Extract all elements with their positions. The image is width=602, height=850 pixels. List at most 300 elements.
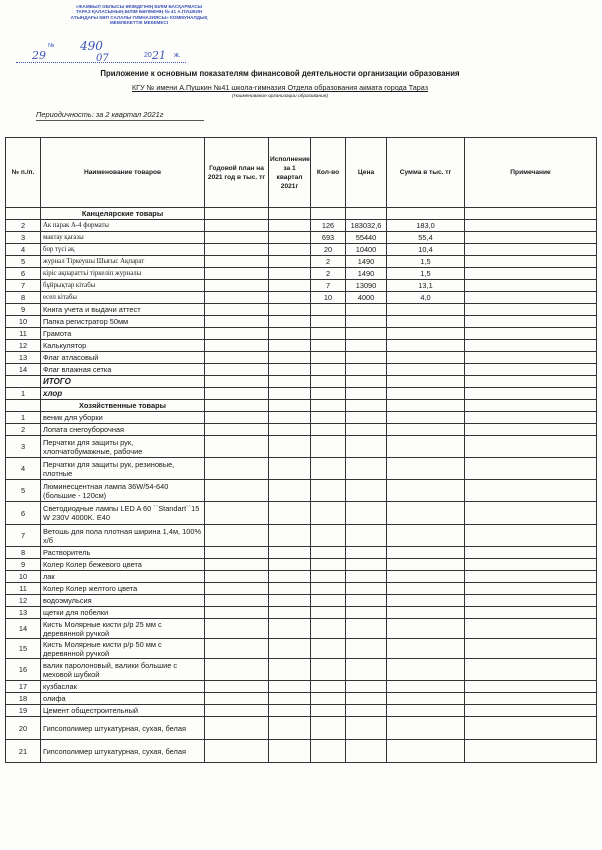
table-row: [6, 693, 597, 705]
table-cell: [311, 502, 346, 525]
plan-cell: [205, 364, 269, 376]
section-title-office: Канцелярские товары: [41, 208, 205, 220]
table-cell: [311, 436, 346, 458]
qty-cell: [311, 352, 346, 364]
exec-cell: [269, 340, 311, 352]
table-cell: [311, 681, 346, 693]
table-row: [6, 458, 597, 480]
table-cell: [205, 717, 269, 740]
row-number: 6: [6, 502, 41, 525]
section-row-household: [6, 400, 597, 412]
table-cell: [387, 480, 465, 502]
table-cell: [269, 458, 311, 480]
plan-cell: [205, 268, 269, 280]
sum-cell: [387, 364, 465, 376]
exec-cell: [269, 364, 311, 376]
sum-cell: [387, 352, 465, 364]
item-name: Растворитель: [41, 547, 205, 559]
table-cell: [346, 400, 387, 412]
row-number: 7: [6, 280, 41, 292]
table-cell: [205, 740, 269, 763]
table-cell: [205, 619, 269, 639]
table-cell: [346, 436, 387, 458]
plan-cell: [205, 328, 269, 340]
price-cell: 1490: [346, 268, 387, 280]
total-label: ИТОГО: [41, 376, 205, 388]
table-row: [6, 316, 597, 328]
qty-cell: 7: [311, 280, 346, 292]
table-cell: [269, 208, 311, 220]
row-number: 20: [6, 717, 41, 740]
exec-cell: [269, 268, 311, 280]
table-cell: [205, 424, 269, 436]
table-row: [6, 292, 597, 304]
stamp-line: МЕМЛЕКЕТТІК МЕКЕМЕСІ: [109, 19, 169, 25]
table-cell: [387, 525, 465, 547]
col-header-sum: Сумма в тыс. тг: [387, 138, 465, 208]
stamp-line: ТАРАЗ ҚАЛАСЫНЫҢ БІЛІМ БӨЛІМІНІҢ № 41 А.ПУШКИН: [75, 9, 203, 15]
table-cell: [311, 559, 346, 571]
table-cell: [269, 502, 311, 525]
section-row-office: [6, 208, 597, 220]
qty-cell: 20: [311, 244, 346, 256]
table-row: [6, 268, 597, 280]
item-name: Кисть Молярные кисти р/р 50 мм с деревянной ручкой: [41, 639, 205, 659]
table-cell: [387, 693, 465, 705]
table-cell: [205, 502, 269, 525]
qty-cell: [311, 364, 346, 376]
table-cell: [311, 571, 346, 583]
table-cell: [205, 412, 269, 424]
price-cell: [346, 316, 387, 328]
stamp-date: [16, 49, 186, 66]
table-cell: [346, 571, 387, 583]
table-cell: [387, 607, 465, 619]
item-name: Флаг атласовый: [41, 352, 205, 364]
table-row: [6, 547, 597, 559]
stamp-year: 21: [152, 49, 166, 62]
table-row: [6, 480, 597, 502]
row-number: 1: [6, 412, 41, 424]
item-name: Грамота: [41, 328, 205, 340]
table-row: [6, 681, 597, 693]
table-cell: [387, 571, 465, 583]
table-cell: [311, 400, 346, 412]
qty-cell: 126: [311, 220, 346, 232]
row-number: 21: [6, 740, 41, 763]
row-number: 4: [6, 458, 41, 480]
price-cell: [346, 364, 387, 376]
item-name: бұйрықтар кітабы: [41, 280, 205, 292]
row-number: 8: [6, 547, 41, 559]
table-cell: [387, 595, 465, 607]
qty-cell: 2: [311, 268, 346, 280]
table-cell: [205, 639, 269, 659]
plan-cell: [205, 340, 269, 352]
item-name: водоэмульсия: [41, 595, 205, 607]
table-cell: [205, 376, 269, 388]
exec-cell: [269, 280, 311, 292]
table-cell: [387, 639, 465, 659]
item-name: Цемент общестроительный: [41, 705, 205, 717]
row-number: 5: [6, 480, 41, 502]
table-cell: [311, 740, 346, 763]
table-cell: [465, 436, 597, 458]
col-header-price: Цена: [346, 138, 387, 208]
plan-cell: [205, 316, 269, 328]
price-cell: [346, 328, 387, 340]
sum-cell: 183,0: [387, 220, 465, 232]
goods-table: [5, 137, 597, 763]
sum-cell: [387, 340, 465, 352]
item-name: Светодиодные лампы LED A 60 ``Standart``15 W 230V 4000K. E40: [41, 502, 205, 525]
item-name: Калькулятор: [41, 340, 205, 352]
item-name: кіріс ақпараттьі тіркеліп журналы: [41, 268, 205, 280]
table-cell: [311, 619, 346, 639]
table-cell: [387, 458, 465, 480]
table-cell: [269, 400, 311, 412]
institution-stamp: [50, 4, 228, 25]
table-cell: [269, 376, 311, 388]
table-row: [6, 705, 597, 717]
item-name: Гипсополимер штукатурная, сухая, белая: [41, 740, 205, 763]
table-cell: [465, 559, 597, 571]
item-name: Люминесцентная лампа 36W/54-640 (большие - 120см): [41, 480, 205, 502]
table-cell: [465, 693, 597, 705]
item-name: лак: [41, 571, 205, 583]
table-cell: [311, 480, 346, 502]
table-cell: [346, 659, 387, 681]
table-cell: [387, 388, 465, 400]
note-cell: [465, 364, 597, 376]
table-cell: [346, 559, 387, 571]
table-row: [6, 280, 597, 292]
table-cell: [346, 607, 387, 619]
table-row: [6, 525, 597, 547]
stamp-month: 07: [96, 53, 109, 64]
exec-cell: [269, 352, 311, 364]
row-number: 1: [6, 388, 41, 400]
table-cell: [465, 740, 597, 763]
price-cell: 13090: [346, 280, 387, 292]
stamp-dotted-line: [16, 62, 186, 63]
table-cell: [387, 412, 465, 424]
table-row: [6, 502, 597, 525]
table-cell: [205, 400, 269, 412]
row-number: 10: [6, 316, 41, 328]
qty-cell: [311, 328, 346, 340]
table-cell: [346, 424, 387, 436]
table-cell: [465, 571, 597, 583]
item-name: Ак парак А-4 форматы: [41, 220, 205, 232]
plan-cell: [205, 256, 269, 268]
table-cell: [387, 436, 465, 458]
qty-cell: 693: [311, 232, 346, 244]
price-cell: [346, 352, 387, 364]
table-cell: [205, 681, 269, 693]
note-cell: [465, 280, 597, 292]
sum-cell: 1,5: [387, 256, 465, 268]
table-cell: [311, 424, 346, 436]
table-cell: [205, 525, 269, 547]
exec-cell: [269, 220, 311, 232]
table-cell: [387, 376, 465, 388]
table-cell: [205, 659, 269, 681]
table-cell: [346, 740, 387, 763]
table-cell: [387, 583, 465, 595]
sum-cell: [387, 304, 465, 316]
price-cell: 183032,6: [346, 220, 387, 232]
exec-cell: [269, 328, 311, 340]
table-cell: [346, 717, 387, 740]
item-name: веник для уборки: [41, 412, 205, 424]
qty-cell: [311, 304, 346, 316]
stamp-number-label: №: [48, 43, 55, 49]
exec-cell: [269, 304, 311, 316]
table-cell: [311, 705, 346, 717]
item-name: Книга учета и выдачи аттест: [41, 304, 205, 316]
plan-cell: [205, 304, 269, 316]
table-cell: [465, 376, 597, 388]
table-row: [6, 388, 597, 400]
table-cell: [311, 659, 346, 681]
note-cell: [465, 352, 597, 364]
sum-cell: 55,4: [387, 232, 465, 244]
table-cell: [387, 502, 465, 525]
col-header-name: Наименование товаров: [41, 138, 205, 208]
table-cell: [346, 480, 387, 502]
note-cell: [465, 292, 597, 304]
table-row: [6, 717, 597, 740]
table-cell: [269, 639, 311, 659]
col-header-no: № п./п.: [6, 138, 41, 208]
item-name: Ветошь для пола плотная ширина 1,4м, 100% х/б: [41, 525, 205, 547]
stamp-year-suffix: ж.: [174, 52, 181, 59]
plan-cell: [205, 352, 269, 364]
table-cell: [269, 571, 311, 583]
sum-cell: 10,4: [387, 244, 465, 256]
note-cell: [465, 316, 597, 328]
table-cell: [311, 525, 346, 547]
table-cell: [269, 595, 311, 607]
table-cell: [465, 639, 597, 659]
table-row: [6, 619, 597, 639]
table-cell: [346, 595, 387, 607]
plan-cell: [205, 220, 269, 232]
table-cell: [465, 583, 597, 595]
table-cell: [387, 740, 465, 763]
table-row: [6, 740, 597, 763]
table-cell: [346, 458, 387, 480]
price-cell: 1490: [346, 256, 387, 268]
note-cell: [465, 268, 597, 280]
table-cell: [465, 705, 597, 717]
item-name: Гипсополимер штукатурная, сухая, белая: [41, 717, 205, 740]
table-cell: [205, 583, 269, 595]
table-cell: [346, 583, 387, 595]
table-cell: [346, 502, 387, 525]
plan-cell: [205, 292, 269, 304]
table-row: [6, 220, 597, 232]
table-cell: [205, 607, 269, 619]
stamp-line: «ЖАМБЫЛ ОБЛЫСЫ ӘКІМДІГІНІҢ БІЛІМ БАСҚАРМАСЫ: [75, 4, 203, 9]
qty-cell: 10: [311, 292, 346, 304]
table-cell: [311, 639, 346, 659]
table-cell: [465, 681, 597, 693]
table-cell: [465, 547, 597, 559]
row-number: 12: [6, 595, 41, 607]
table-row: [6, 232, 597, 244]
table-cell: [205, 480, 269, 502]
price-cell: 10400: [346, 244, 387, 256]
row-number: 7: [6, 525, 41, 547]
table-cell: [205, 571, 269, 583]
row-number: 14: [6, 619, 41, 639]
row-number: 19: [6, 705, 41, 717]
table-cell: [269, 705, 311, 717]
item-name: щетки для побелки: [41, 607, 205, 619]
table-cell: [269, 547, 311, 559]
note-cell: [465, 256, 597, 268]
table-cell: [465, 717, 597, 740]
table-cell: [205, 595, 269, 607]
exec-cell: [269, 232, 311, 244]
table-cell: [205, 458, 269, 480]
table-cell: [205, 559, 269, 571]
table-cell: [346, 412, 387, 424]
plan-cell: [205, 244, 269, 256]
table-row: [6, 607, 597, 619]
row-number: 18: [6, 693, 41, 705]
item-name: Перчатки для защиты рук, резиновые, плотные: [41, 458, 205, 480]
note-cell: [465, 340, 597, 352]
item-name: Флаг влажная сетка: [41, 364, 205, 376]
table-cell: [311, 412, 346, 424]
row-number: 13: [6, 607, 41, 619]
table-cell: [346, 705, 387, 717]
table-row: [6, 244, 597, 256]
table-cell: [346, 547, 387, 559]
qty-cell: [311, 316, 346, 328]
row-number: 11: [6, 583, 41, 595]
table-cell: [311, 717, 346, 740]
table-cell: [269, 681, 311, 693]
table-cell: [387, 717, 465, 740]
col-header-exec: Исполнение за 1 квартал 2021г: [269, 138, 311, 208]
row-number: 14: [6, 364, 41, 376]
exec-cell: [269, 256, 311, 268]
item-name: олифа: [41, 693, 205, 705]
note-cell: [465, 220, 597, 232]
table-row: [6, 659, 597, 681]
table-cell: [205, 693, 269, 705]
item-name: Перчатки для защиты рук, хлопчатобумажные, рабочие: [41, 436, 205, 458]
price-cell: [346, 340, 387, 352]
table-cell: [346, 376, 387, 388]
table-cell: [269, 583, 311, 595]
table-row: [6, 364, 597, 376]
table-cell: [311, 607, 346, 619]
stamp-year-prefix: 20: [144, 52, 152, 59]
item-name: Папка регистратор 50мм: [41, 316, 205, 328]
table-cell: [387, 705, 465, 717]
table-row: [6, 639, 597, 659]
row-number: 11: [6, 328, 41, 340]
row-number: 15: [6, 639, 41, 659]
qty-cell: [311, 340, 346, 352]
table-row: [6, 304, 597, 316]
note-cell: [465, 244, 597, 256]
exec-cell: [269, 292, 311, 304]
stamp-number: 490: [80, 39, 103, 53]
organization-caption: (Наименование организации образования): [232, 94, 328, 99]
stamp-day: 29: [32, 49, 46, 62]
sum-cell: 4,0: [387, 292, 465, 304]
plan-cell: [205, 280, 269, 292]
table-row: [6, 412, 597, 424]
table-row: [6, 571, 597, 583]
table-cell: [6, 400, 41, 412]
row-number: 2: [6, 220, 41, 232]
note-cell: [465, 304, 597, 316]
table-cell: [311, 693, 346, 705]
table-cell: [387, 547, 465, 559]
stamp-line: АТЫНДАҒЫ КӨП САЛАЛЫ ГИМНАЗИЯСЫ» КОММУНАЛДЫҚ: [70, 14, 208, 20]
row-number: 3: [6, 436, 41, 458]
table-cell: [269, 693, 311, 705]
row-number: 9: [6, 304, 41, 316]
table-cell: [205, 705, 269, 717]
row-number: 16: [6, 659, 41, 681]
total-row: [6, 376, 597, 388]
organization-name: КГУ № имени А.Пушкин №41 школа-гимназия Отдела образования акмата города Тараз: [131, 83, 429, 92]
table-cell: [465, 400, 597, 412]
item-name: хлор: [41, 388, 205, 400]
period-label: Периодичность: за 2 квартал 2021г: [36, 110, 164, 119]
table-cell: [269, 740, 311, 763]
table-cell: [269, 607, 311, 619]
table-cell: [465, 424, 597, 436]
table-cell: [269, 659, 311, 681]
exec-cell: [269, 244, 311, 256]
table-cell: [387, 681, 465, 693]
table-cell: [465, 388, 597, 400]
table-row: [6, 340, 597, 352]
table-row: [6, 424, 597, 436]
table-row: [6, 352, 597, 364]
table-row: [6, 559, 597, 571]
item-name: Лопата снегоуборочная: [41, 424, 205, 436]
table-cell: [387, 619, 465, 639]
table-cell: [465, 502, 597, 525]
row-number: 10: [6, 571, 41, 583]
table-cell: [387, 400, 465, 412]
price-cell: [346, 304, 387, 316]
row-number: 2: [6, 424, 41, 436]
note-cell: [465, 232, 597, 244]
table-cell: [346, 388, 387, 400]
table-cell: [387, 208, 465, 220]
row-number: 4: [6, 244, 41, 256]
document-title: Приложение к основным показателям финансовой деятельности организации образования: [100, 69, 460, 78]
table-row: [6, 436, 597, 458]
item-name: Кисть Молярные кисти р/р 25 мм с деревянной ручкой: [41, 619, 205, 639]
table-cell: [6, 208, 41, 220]
col-header-qty: Кол-во: [311, 138, 346, 208]
table-cell: [346, 619, 387, 639]
table-cell: [269, 412, 311, 424]
table-cell: [465, 525, 597, 547]
